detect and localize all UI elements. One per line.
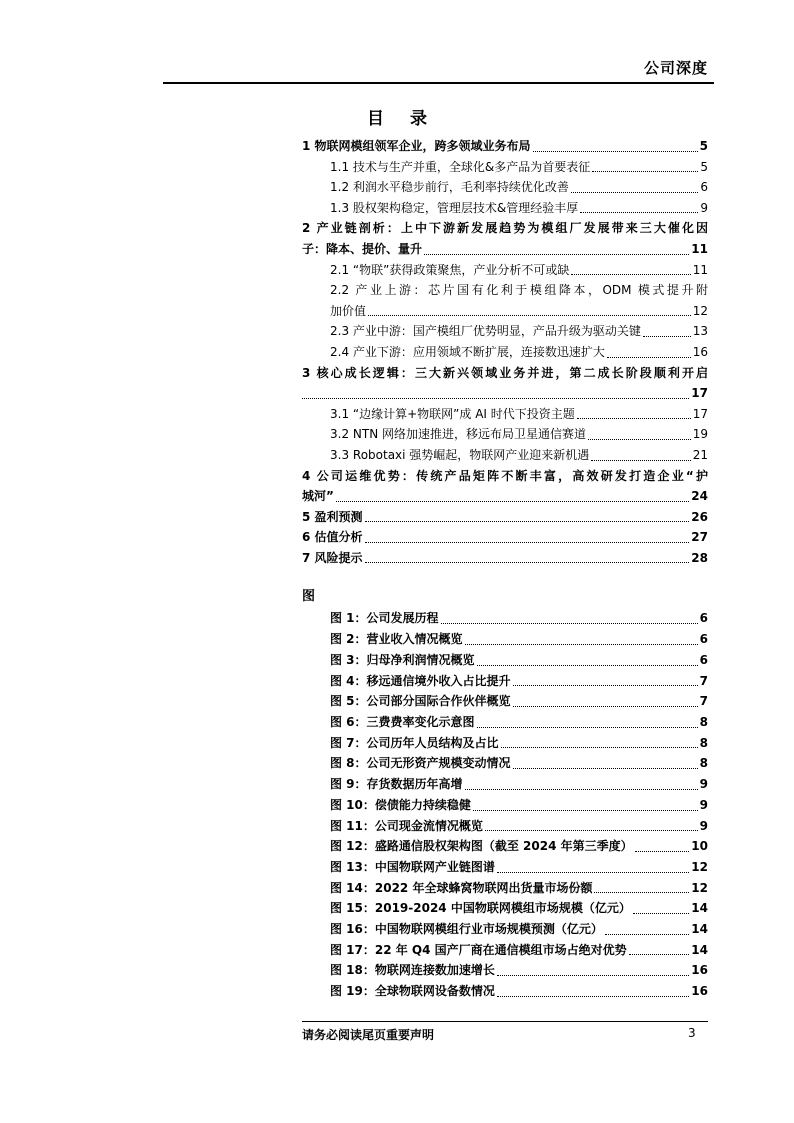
leader-dots — [580, 212, 698, 213]
figure-entry-page: 6 — [699, 611, 708, 626]
figure-entry-text: 图 2：营业收入情况概览 — [330, 632, 463, 647]
leader-dots — [635, 851, 690, 852]
toc-entry-text: 1.1 技术与生产并重，全球化&多产品为首要表征 — [330, 159, 591, 174]
figure-entry[interactable] — [330, 878, 708, 899]
footer-divider — [302, 1021, 708, 1022]
toc-entry-3-1[interactable] — [302, 404, 708, 425]
toc-entry-page: 17 — [692, 406, 708, 421]
leader-dots — [424, 254, 689, 255]
figure-entry-text: 图 6：三费费率变化示意图 — [330, 714, 475, 729]
figure-entry-page: 14 — [691, 942, 708, 957]
figure-entry-page: 7 — [699, 694, 708, 709]
figure-entry-text: 图 4：移远通信境外收入占比提升 — [330, 673, 511, 688]
figure-entry[interactable] — [330, 940, 708, 961]
figure-entry-text: 图 15：2019-2024 中国物联网模组市场规模（亿元） — [330, 901, 631, 916]
toc-entry-text: 2.1 “物联”获得政策聚焦，产业分析不可或缺 — [330, 262, 570, 277]
leader-dots — [441, 623, 698, 624]
toc-entry-page: 27 — [691, 530, 708, 545]
toc-entry-text: 6 估值分析 — [302, 530, 363, 545]
toc-entry-text: 3.3 Robotaxi 强势崛起，物联网产业迎来新机遇 — [330, 447, 590, 462]
figure-entry-text: 图 10：偿债能力持续稳健 — [330, 797, 471, 812]
leader-dots — [643, 336, 691, 337]
toc-entry-3[interactable] — [302, 363, 708, 404]
leader-dots — [465, 644, 698, 645]
toc-entry-text: 1.2 利润水平稳步前行，毛利率持续优化改善 — [330, 180, 569, 195]
leader-dots — [497, 975, 689, 976]
figure-entry[interactable] — [330, 981, 708, 1002]
toc-entry-2-4[interactable] — [302, 342, 708, 363]
toc-entry-1-2[interactable] — [302, 177, 708, 198]
toc-entry-5[interactable] — [302, 507, 708, 528]
leader-dots — [571, 274, 690, 275]
toc-entry-text: 加价值 — [330, 303, 367, 318]
figure-entry-text: 图 5：公司部分国际合作伙伴概览 — [330, 694, 511, 709]
figures-heading: 图 — [302, 589, 316, 605]
figure-entry-text: 图 14：2022 年全球蜂窝物联网出货量市场份额 — [330, 880, 593, 895]
toc-entry-text-line1: 4 公司运维优势：传统产品矩阵不断丰富，高效研发打造企业“护 — [302, 468, 708, 483]
figure-entry-page: 12 — [691, 859, 708, 874]
figure-entry[interactable] — [330, 857, 708, 878]
figure-entry-page: 16 — [691, 984, 708, 999]
leader-dots — [605, 934, 689, 935]
figure-entry-page: 8 — [699, 735, 708, 750]
figure-entry-text: 图 13：中国物联网产业链图谱 — [330, 859, 495, 874]
figure-entry-page: 16 — [691, 963, 708, 978]
toc-entry-page: 28 — [691, 550, 708, 565]
toc-entry-text: 2.4 产业下游：应用领域不断扩展，连接数迅速扩大 — [330, 344, 605, 359]
toc-entry-page: 19 — [692, 427, 708, 442]
toc-entry-page: 21 — [692, 447, 708, 462]
toc-entry-page: 5 — [699, 139, 708, 153]
figure-entry-page: 6 — [699, 632, 708, 647]
figure-entry[interactable] — [330, 898, 708, 919]
figure-entry-text: 图 9：存货数据历年高增 — [330, 777, 463, 792]
leader-dots — [629, 954, 690, 955]
toc-entry-1-3[interactable] — [302, 198, 708, 219]
toc-entry-text: 子：降本、提价、量升 — [302, 241, 423, 256]
figure-entry[interactable] — [330, 691, 708, 712]
leader-dots — [633, 913, 689, 914]
toc-entry-6[interactable] — [302, 527, 708, 548]
figure-entry[interactable] — [330, 608, 708, 629]
figure-entry-text: 图 3：归母净利润情况概览 — [330, 652, 475, 667]
toc-entry-text: 3.2 NTN 网络加速推进，移远布局卫星通信赛道 — [330, 427, 586, 442]
figure-entry-text: 图 7：公司历年人员结构及占比 — [330, 735, 499, 750]
leader-dots — [477, 665, 698, 666]
leader-dots — [594, 892, 689, 893]
figure-entry-page: 14 — [691, 901, 708, 916]
toc-entry-3-3[interactable] — [302, 445, 708, 466]
toc-entry-1[interactable] — [302, 136, 708, 157]
toc-entry-2-1[interactable] — [302, 260, 708, 281]
figure-entry[interactable] — [330, 960, 708, 981]
toc-entry-text: 1.3 股权架构稳定，管理层技术&管理经验丰厚 — [330, 200, 579, 215]
leader-dots — [365, 521, 690, 522]
figure-entry-text: 图 12：盛路通信股权架构图（截至 2024 年第三季度） — [330, 839, 633, 854]
leader-dots — [365, 542, 690, 543]
toc-entry-3-2[interactable] — [302, 424, 708, 445]
toc-entry-page: 6 — [700, 180, 708, 195]
header-title: 公司深度 — [643, 59, 708, 77]
toc-entry-text-line1: 2 产业链剖析：上中下游新发展趋势为模组厂发展带来三大催化因 — [302, 221, 708, 236]
figure-entry-text: 图 8：公司无形资产规模变动情况 — [330, 756, 511, 771]
leader-dots — [497, 996, 689, 997]
leader-dots — [533, 151, 698, 152]
figure-entry-page: 9 — [699, 777, 708, 792]
leader-dots — [577, 418, 691, 419]
leader-dots — [607, 357, 691, 358]
toc-entry-text: 1 物联网模组领军企业，跨多领域业务布局 — [302, 139, 531, 153]
toc-entry-page: 5 — [700, 159, 708, 174]
figure-entry[interactable] — [330, 795, 708, 816]
figure-entry-text: 图 16：中国物联网模组行业市场规模预测（亿元） — [330, 922, 603, 937]
leader-dots — [513, 706, 698, 707]
figure-entry[interactable] — [330, 629, 708, 650]
toc-entry-4[interactable] — [302, 466, 708, 507]
toc-entry-7[interactable] — [302, 548, 708, 569]
leader-dots — [497, 872, 689, 873]
figures-list — [302, 608, 708, 1001]
leader-dots — [465, 789, 698, 790]
toc-entry-page: 13 — [692, 324, 708, 339]
figure-entry[interactable] — [330, 836, 708, 857]
table-of-contents — [302, 136, 708, 1002]
figure-entry-text: 图 11：公司现金流情况概览 — [330, 818, 483, 833]
figure-entry-page: 12 — [691, 880, 708, 895]
toc-entry-2-2[interactable] — [302, 280, 708, 321]
toc-entry-page: 26 — [691, 509, 708, 524]
leader-dots — [485, 830, 698, 831]
toc-entry-text: 2.3 产业中游：国产模组厂优势明显，产品升级为驱动关键 — [330, 324, 641, 339]
leader-dots — [588, 439, 691, 440]
leader-dots — [501, 747, 698, 748]
figure-entry-text: 图 17：22 年 Q4 国产厂商在通信模组市场占绝对优势 — [330, 942, 627, 957]
figure-entry-page: 9 — [699, 797, 708, 812]
figure-entry[interactable] — [330, 774, 708, 795]
leader-dots — [336, 501, 689, 502]
figure-entry-text: 图 19：全球物联网设备数情况 — [330, 984, 495, 999]
leader-dots — [473, 810, 698, 811]
toc-entry-page: 17 — [691, 386, 708, 401]
toc-entry-text: 3.1 “边缘计算+物联网”成 AI 时代下投资主题 — [330, 406, 575, 421]
leader-dots — [591, 460, 690, 461]
figure-entry-page: 9 — [699, 818, 708, 833]
figure-entry-page: 8 — [699, 756, 708, 771]
leader-dots — [477, 727, 698, 728]
figure-entry-text: 图 1：公司发展历程 — [330, 611, 439, 626]
figure-entry-page: 6 — [699, 652, 708, 667]
figure-entry-page: 8 — [699, 714, 708, 729]
figure-entry[interactable] — [330, 650, 708, 671]
figure-entry-page: 7 — [699, 673, 708, 688]
figure-entry[interactable] — [330, 671, 708, 692]
figure-entry-page: 10 — [691, 839, 708, 854]
toc-entry-page: 12 — [692, 303, 708, 318]
figure-entry[interactable] — [330, 919, 708, 940]
toc-title: 目 录 — [367, 109, 437, 129]
figure-entry[interactable] — [330, 816, 708, 837]
leader-dots — [571, 192, 698, 193]
footer-disclaimer: 请务必阅读尾页重要声明 — [302, 1028, 435, 1042]
figure-entry-page: 14 — [691, 922, 708, 937]
figure-entry[interactable] — [330, 753, 708, 774]
figure-entry[interactable] — [330, 733, 708, 754]
toc-entry-page: 16 — [692, 344, 708, 359]
leader-dots — [365, 562, 690, 563]
toc-entry-text: 5 盈利预测 — [302, 509, 363, 524]
toc-entry-1-1[interactable] — [302, 157, 708, 178]
toc-entry-page: 11 — [691, 241, 708, 256]
toc-entry-text-line1: 2.2 产业上游：芯片国有化利于模组降本，ODM 模式提升附 — [330, 283, 708, 298]
header-divider — [163, 82, 714, 84]
toc-entry-page: 24 — [691, 489, 708, 504]
leader-dots — [592, 171, 698, 172]
figure-entry[interactable] — [330, 712, 708, 733]
page-number: 3 — [688, 1026, 696, 1040]
toc-entry-2-3[interactable] — [302, 321, 708, 342]
figure-entry-text: 图 18：物联网连接数加速增长 — [330, 963, 495, 978]
leader-dots — [513, 685, 698, 686]
toc-entry-text: 城河” — [302, 489, 334, 504]
toc-entry-2[interactable] — [302, 218, 708, 259]
leader-dots — [513, 768, 698, 769]
toc-entry-text-line1: 3 核心成长逻辑：三大新兴领域业务并进，第二成长阶段顺利开启 — [302, 365, 708, 380]
leader-dots — [302, 398, 689, 399]
toc-entry-text: 7 风险提示 — [302, 550, 363, 565]
toc-entry-page: 11 — [692, 262, 708, 277]
toc-entry-page: 9 — [700, 200, 708, 215]
leader-dots — [368, 315, 691, 316]
